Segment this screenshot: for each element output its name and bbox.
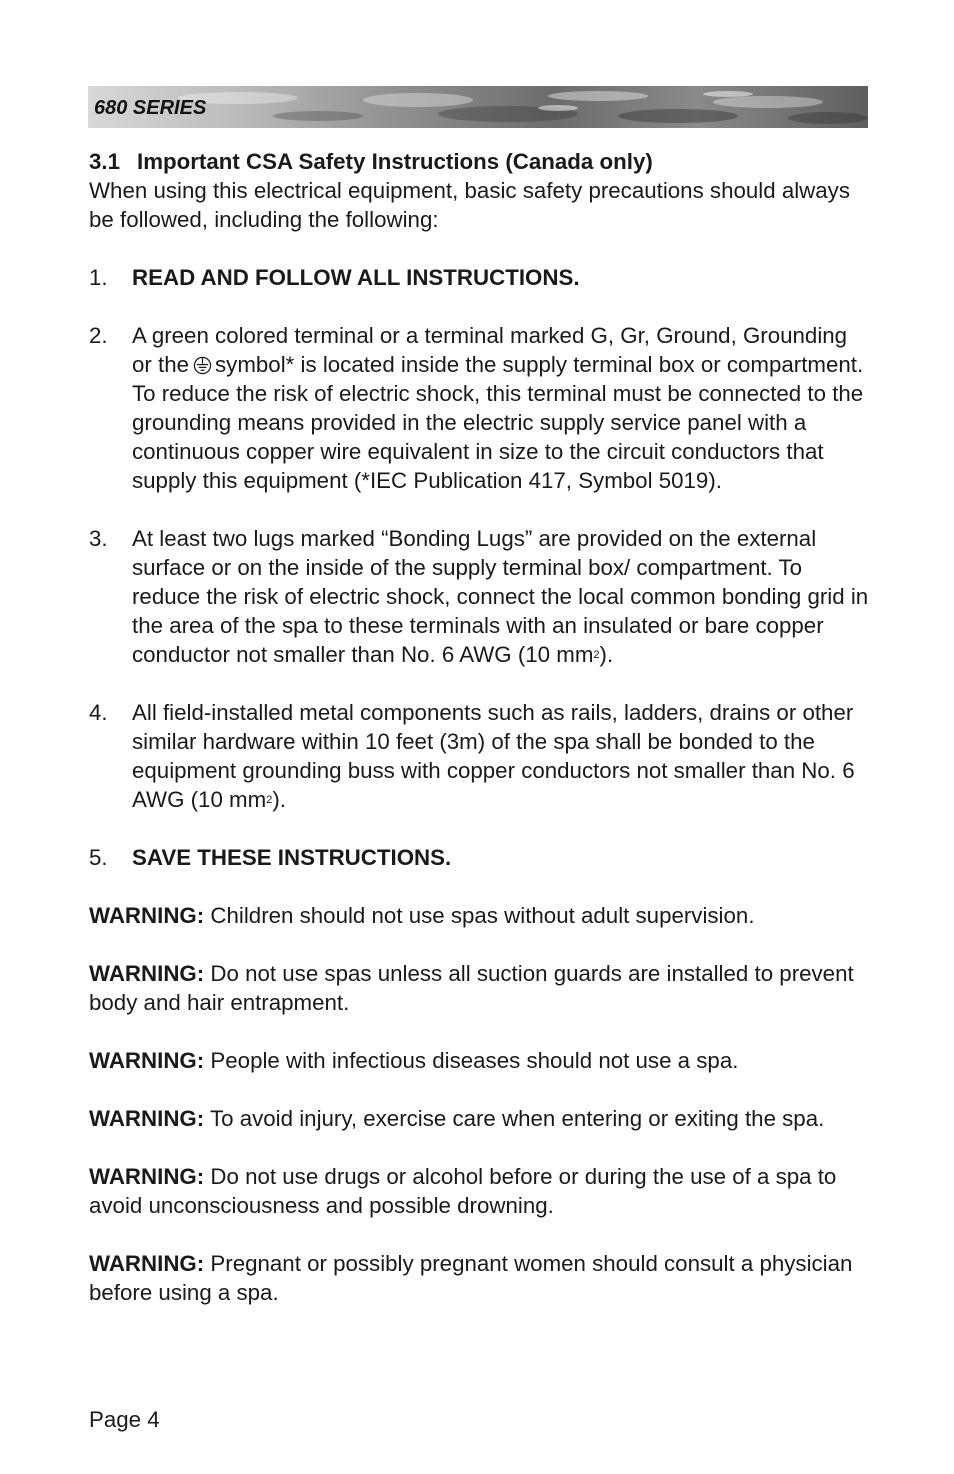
list-item (89, 263, 869, 292)
section-title: Important CSA Safety Instructions (Canada only) (137, 149, 653, 174)
list-text-body: All field-installed metal components such as rails, ladders, drains or other similar hardware within 10 feet (3m) of the spa shall be bonded to the equipment grounding buss with copper conductors not smaller than No. 6 AWG (10 mm (132, 700, 855, 812)
list-text: READ AND FOLLOW ALL INSTRUCTIONS. (132, 265, 580, 290)
warning-text: Pregnant or possibly pregnant women should consult a physician before using a spa. (89, 1251, 853, 1305)
list-number: 5. (89, 845, 108, 870)
list-text (132, 698, 869, 814)
list-number: 3. (89, 526, 108, 551)
section-heading (89, 147, 869, 176)
section-number: 3.1 (89, 149, 120, 174)
warning-label: WARNING: (89, 1106, 205, 1131)
superscript: 2 (266, 794, 273, 806)
warning-label: WARNING: (89, 1164, 205, 1189)
warning-label: WARNING: (89, 1048, 205, 1073)
superscript: 2 (593, 649, 600, 661)
list-number: 1. (89, 265, 108, 290)
warning-paragraph (89, 1249, 869, 1307)
warning-paragraph (89, 1046, 869, 1075)
warning-label: WARNING: (89, 1251, 205, 1276)
warning-paragraph (89, 1104, 869, 1133)
list-text-tail: ). (599, 642, 614, 667)
list-text: SAVE THESE INSTRUCTIONS. (132, 845, 452, 870)
warning-paragraph (89, 901, 869, 930)
list-text (132, 321, 869, 495)
warning-text: Do not use spas unless all suction guards are installed to prevent body and hair entrapment. (89, 961, 854, 1015)
list-item (89, 321, 869, 495)
warning-paragraph (89, 1162, 869, 1220)
page-number: Page 4 (89, 1407, 160, 1432)
section-intro: When using this electrical equipment, basic safety precautions should always be followed, including the following: (89, 178, 850, 232)
list-number: 4. (89, 700, 108, 725)
list-text-body: At least two lugs marked “Bonding Lugs” are provided on the external surface or on the inside of the supply terminal box/ compartment. To reduce the risk of electric shock, connect the local common bonding grid in the area of the spa to these terminals with an insulated or bare copper conductor not smaller than No. 6 AWG (10 mm (132, 526, 869, 667)
list-text-before-icon: A green colored terminal or a terminal marked G, Gr, Ground, Grounding or the (132, 323, 848, 377)
warning-text: To avoid injury, exercise care when entering or exiting the spa. (209, 1106, 825, 1131)
list-text (132, 524, 869, 669)
list-item (89, 698, 869, 814)
ground-symbol-icon (193, 356, 212, 375)
list-item (89, 524, 869, 669)
warning-text: Children should not use spas without adult supervision. (210, 903, 755, 928)
warning-text: People with infectious diseases should not use a spa. (210, 1048, 739, 1073)
series-banner (88, 86, 868, 128)
list-text-tail: ). (272, 787, 286, 812)
warning-label: WARNING: (89, 961, 205, 986)
list-text-after-icon: symbol* is located inside the supply terminal box or compartment. To reduce the risk of electric shock, this terminal must be connected to the grounding means provided in the electric supply service panel with a continuous copper wire equivalent in size to the circuit conductors that supply this equipment (*IEC Publication 417, Symbol 5019). (132, 352, 864, 493)
warning-text: Do not use drugs or alcohol before or during the use of a spa to avoid unconsciousness and possible drowning. (89, 1164, 837, 1218)
list-item (89, 843, 869, 872)
list-number: 2. (89, 323, 108, 348)
warning-paragraph (89, 959, 869, 1017)
document-body (89, 147, 869, 1307)
warning-label: WARNING: (89, 903, 205, 928)
series-title: 680 SERIES (94, 97, 207, 119)
